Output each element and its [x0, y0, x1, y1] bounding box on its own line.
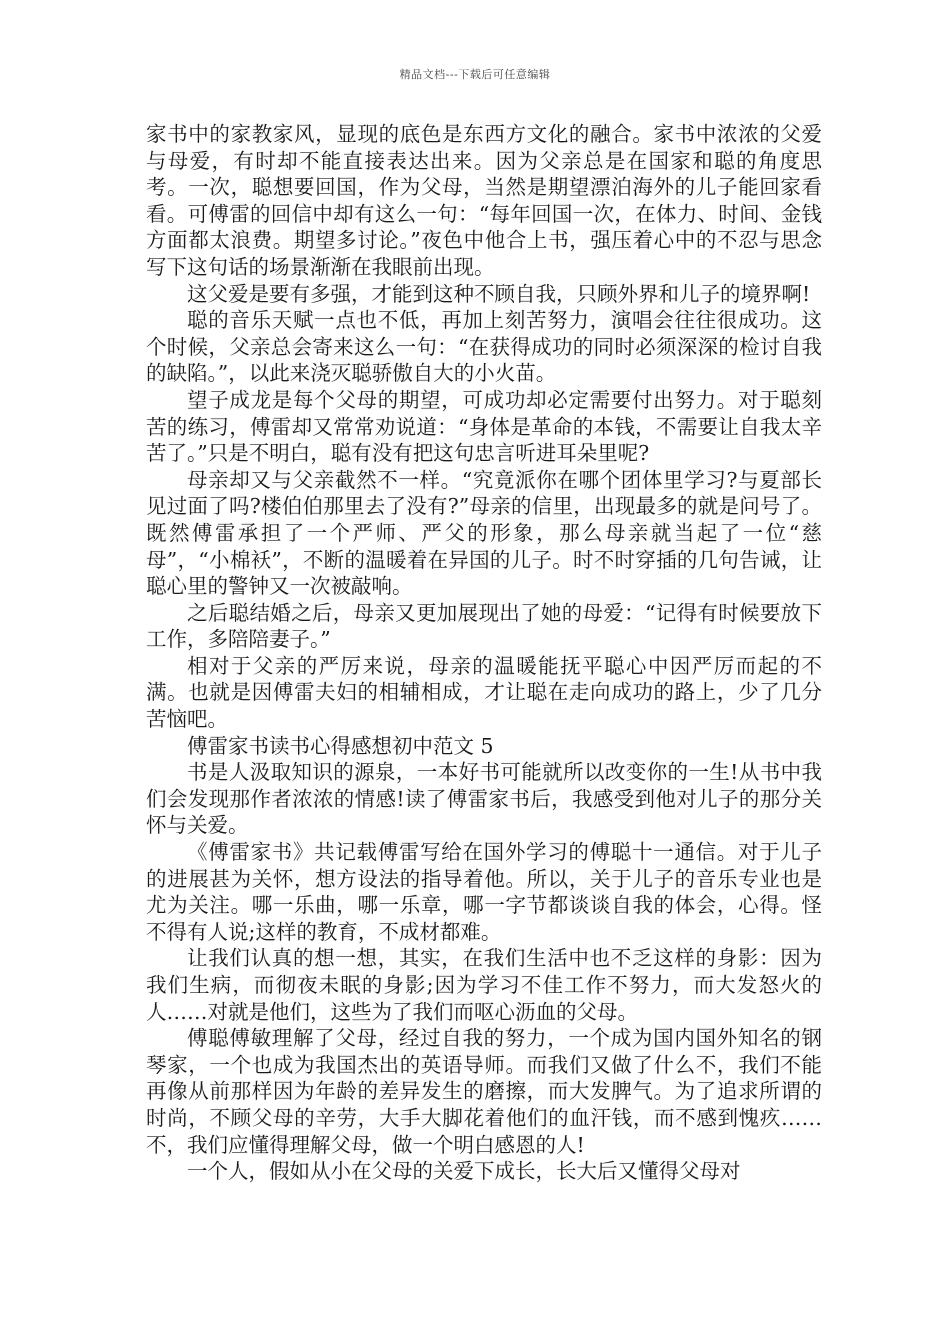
paragraph: 《傅雷家书》共记载傅雷写给在国外学习的傅聪十一通信。对于儿子的进展甚为关怀，想方设法的指导着他。所以，关于儿子的音乐专业也是尤为关注。哪一乐曲，哪一乐章，哪一字节都谈谈自我的体会，心得。怪不得有人说;这样的教育，不成材都难。 — [146, 840, 822, 944]
page-header: 精品文档---下载后可任意编辑 — [399, 68, 551, 81]
paragraph: 让我们认真的想一想，其实，在我们生活中也不乏这样的身影：因为我们生病，而彻夜未眠的身影;因为学习不佳工作不努力，而大发怒火的人……对就是他们，这些为了我们而呕心沥血的父母。 — [146, 946, 822, 1024]
paragraph: 家书中的家教家风，显现的底色是东西方文化的融合。家书中浓浓的父爱与母爱，有时却不能直接表达出来。因为父亲总是在国家和聪的角度思考。一次，聪想要回国，作为父母，当然是期望漂泊海外的儿子能回家看看。可傅雷的回信中却有这么一句：“每年回国一次，在体力、时间、金钱方面都太浪费。期望多讨论。”夜色中他合上书，强压着心中的不忍与思念写下这句话的场景渐渐在我眼前出现。 — [146, 122, 822, 279]
paragraph: 傅聪傅敏理解了父母，经过自我的努力，一个成为国内国外知名的钢琴家，一个也成为我国杰出的英语导师。而我们又做了什么不，我们不能再像从前那样因为年龄的差异发生的磨擦，而大发脾气。为了追求所谓的时尚，不顾父母的辛劳，大手大脚花着他们的血汗钱，而不感到愧疚……不，我们应懂得理解父母，做一个明白感恩的人! — [146, 1026, 822, 1157]
paragraph: 书是人汲取知识的源泉，一本好书可能就所以改变你的一生!从书中我们会发现那作者浓浓的情感!读了傅雷家书后，我感受到他对儿子的那分关怀与关爱。 — [146, 760, 822, 838]
paragraph: 之后聪结婚之后，母亲又更加展现出了她的母爱：“记得有时候要放下工作，多陪陪妻子。” — [146, 600, 822, 652]
paragraph: 母亲却又与父亲截然不一样。“究竟派你在哪个团体里学习?与夏部长见过面了吗?楼伯伯那里去了没有?”母亲的信里，出现最多的就是问号了。既然傅雷承担了一个严师、严父的形象，那么母亲就当起了一位“慈母”，“小棉袄”，不断的温暖着在异国的儿子。时不时穿插的几句告诫，让聪心里的警钟又一次被敲响。 — [146, 467, 822, 599]
paragraph: 这父爱是要有多强，才能到这种不顾自我，只顾外界和儿子的境界啊! — [187, 281, 811, 306]
document-body — [146, 121, 822, 1185]
paragraph: 相对于父亲的严厉来说，母亲的温暖能抚平聪心中因严厉而起的不满。也就是因傅雷夫妇的相辅相成，才让聪在走向成功的路上，少了几分苦恼吧。 — [146, 653, 822, 732]
paragraph: 聪的音乐天赋一点也不低，再加上刻苦努力，演唱会往往很成功。这个时候，父亲总会寄来这么一句：“在获得成功的同时必须深深的检讨自我的缺陷。”，以此来浇灭聪骄傲自大的小火苗。 — [146, 308, 822, 386]
paragraph: 望子成龙是每个父母的期望，可成功却必定需要付出努力。对于聪刻苦的练习，傅雷却又常常劝说道：“身体是革命的本钱，不需要让自我太辛苦了。”只是不明白，聪有没有把这句忠言听进耳朵里呢? — [146, 387, 822, 466]
section-heading: 傅雷家书读书心得感想初中范文 5 — [187, 733, 494, 758]
paragraph: 一个人，假如从小在父母的关爱下成长，长大后又懂得父母对 — [187, 1159, 741, 1184]
